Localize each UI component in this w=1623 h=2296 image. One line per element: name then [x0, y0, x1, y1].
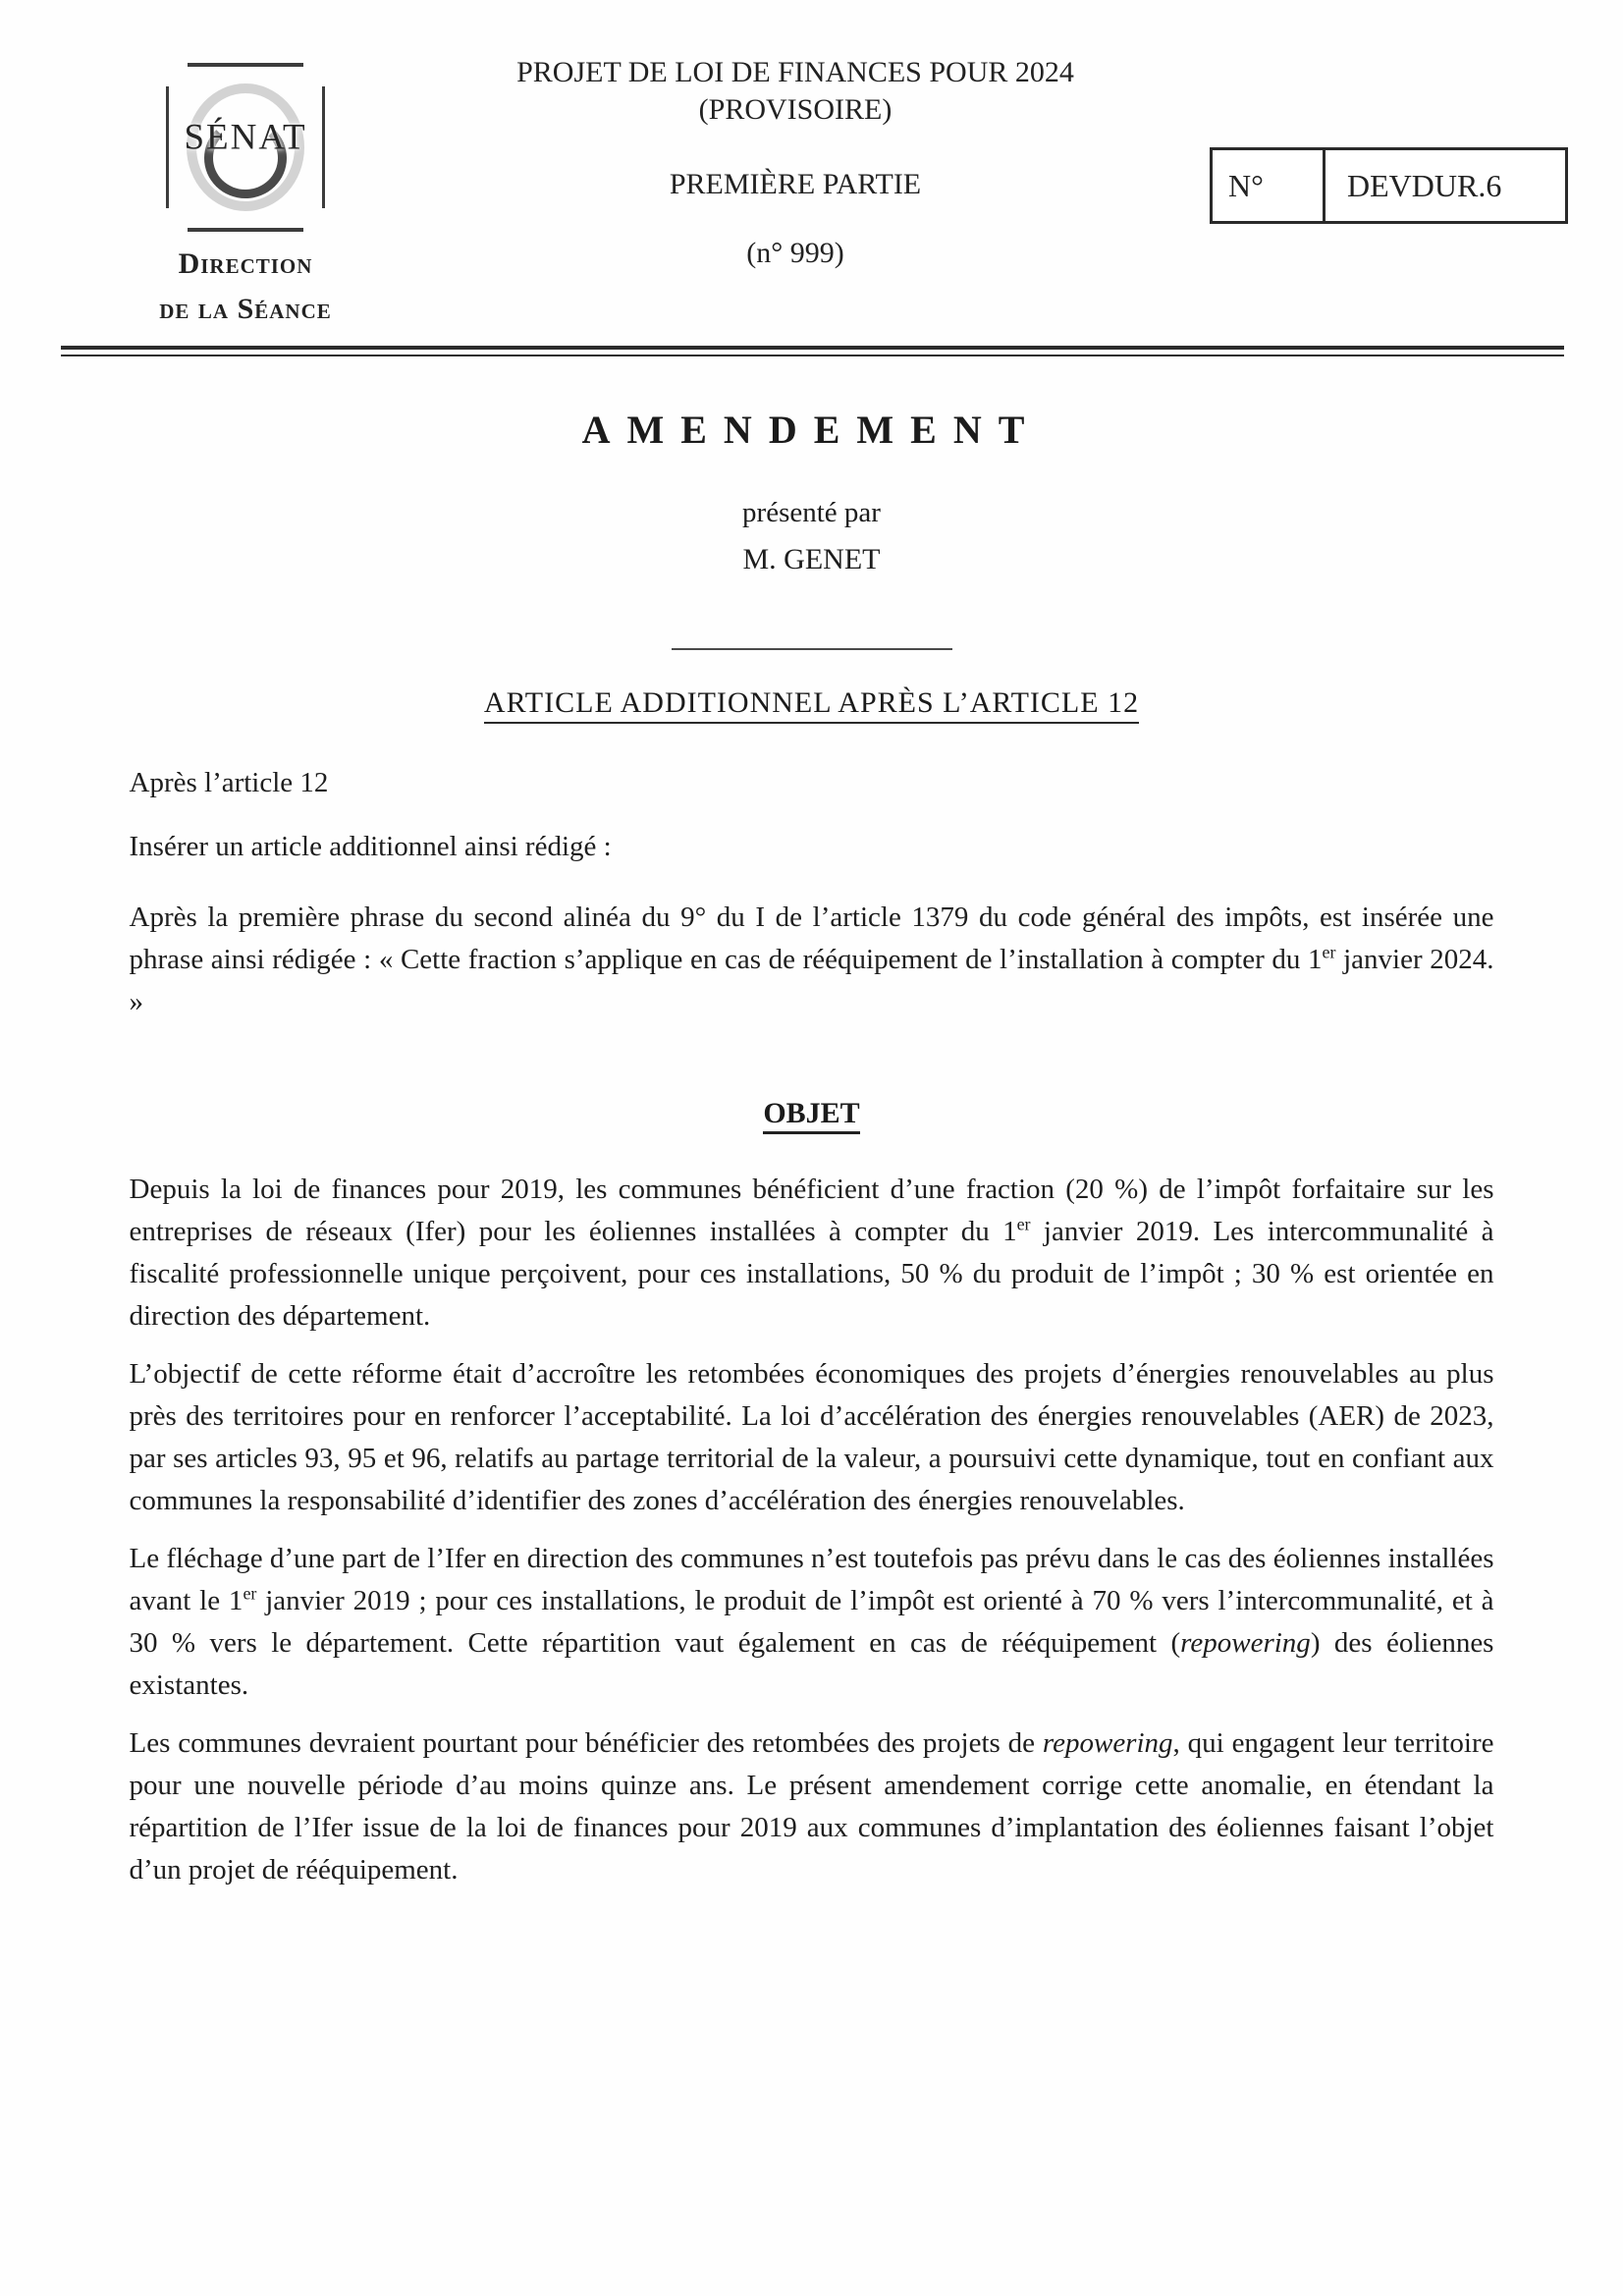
objet-paragraph-3: Le fléchage d’une part de l’Ifer en direction des communes n’est toutefois pas prévu dans le cas des éoliennes installées avant le 1er janvier 2019 ; pour ces installations, le produit de l’impôt est orienté à 70 % vers l’intercommunalité, et à 30 % vers le département. Cette répartition vaut également en cas de rééquipement (repowering) des éoliennes existantes. — [129, 1543, 1494, 1701]
amendment-number-box — [1210, 147, 1568, 224]
senat-logo-text: SÉNAT — [184, 117, 307, 158]
senat-logo — [166, 63, 325, 232]
senat-logo-right-bar — [322, 86, 325, 208]
objet-paragraph-2: L’objectif de cette réforme était d’accroître les retombées économiques des projets d’énergies renouvelables au plus près des territoires pour en renforcer l’acceptabilité. La loi d’accélération des énergies renouvelables (AER) de 2023, par ses articles 93, 95 et 96, relatifs au partage territorial de la valeur, a poursuivi cette dynamique, tout en confiant aux communes la responsabilité d’identifier des zones d’accélération des énergies renouvelables. — [129, 1358, 1494, 1516]
header-left-column — [93, 63, 398, 326]
bill-part: PREMIÈRE PARTIE — [669, 168, 922, 200]
bill-title: PROJET DE LOI DE FINANCES POUR 2024 — [516, 56, 1074, 88]
article-heading-text: ARTICLE ADDITIONNEL APRÈS L’ARTICLE 12 — [484, 686, 1139, 724]
document-header — [0, 0, 1623, 352]
senat-logo-left-bar — [166, 86, 169, 208]
section-divider — [672, 648, 952, 650]
header-center-column — [412, 55, 1178, 271]
objet-paragraph-4: Les communes devraient pourtant pour bénéficier des retombées des projets de repowering, qui engagent leur territoire pour une nouvelle période d’au moins quinze ans. Le présent amendement corrige cette anomalie, en étendant la répartition de l’Ifer issue de la loi de finances pour 2019 aux communes d’implantation des éoliennes faisant l’objet d’un projet de rééquipement. — [129, 1727, 1494, 1886]
objet-heading-text: OBJET — [763, 1097, 859, 1134]
amendment-insert-line: Insérer un article additionnel ainsi rédigé : — [129, 831, 612, 862]
senat-logo-top-line — [188, 63, 303, 67]
bill-status: (PROVISOIRE) — [698, 93, 893, 126]
article-heading — [0, 682, 1623, 725]
amendment-content — [130, 762, 1494, 1891]
author-name: M. GENET — [742, 543, 881, 575]
amendment-intro-line: Après l’article 12 — [129, 767, 329, 798]
presented-by-label: présenté par — [742, 497, 881, 528]
document-body — [0, 352, 1623, 1891]
seance-label: de la Séance — [159, 293, 332, 325]
amendment-number-value: DEVDUR.6 — [1347, 167, 1502, 203]
bill-number: (n° 999) — [746, 237, 844, 269]
direction-label: Direction — [178, 247, 313, 280]
amendment-title: AMENDEMENT — [581, 408, 1042, 452]
amendment-text: Après la première phrase du second alinéa du 9° du I de l’article 1379 du code général des impôts, est insérée une phrase ainsi rédigée : « Cette fraction s’applique en cas de rééquipement de l’installation à compter du 1er janvier 2024. » — [129, 902, 1494, 1017]
senat-logo-bottom-line — [188, 228, 303, 232]
objet-heading — [130, 1092, 1494, 1135]
amendment-number-label: N° — [1213, 150, 1325, 221]
objet-paragraph-1: Depuis la loi de finances pour 2019, les communes bénéficient d’une fraction (20 %) de l’impôt forfaitaire sur les entreprises de réseaux (Ifer) pour les éoliennes installées à compter du 1er janvier 2019. Les intercommunalité à fiscalité professionnelle unique perçoivent, pour ces installations, 50 % du produit de l’impôt ; 30 % est orientée en direction des département. — [129, 1174, 1494, 1332]
